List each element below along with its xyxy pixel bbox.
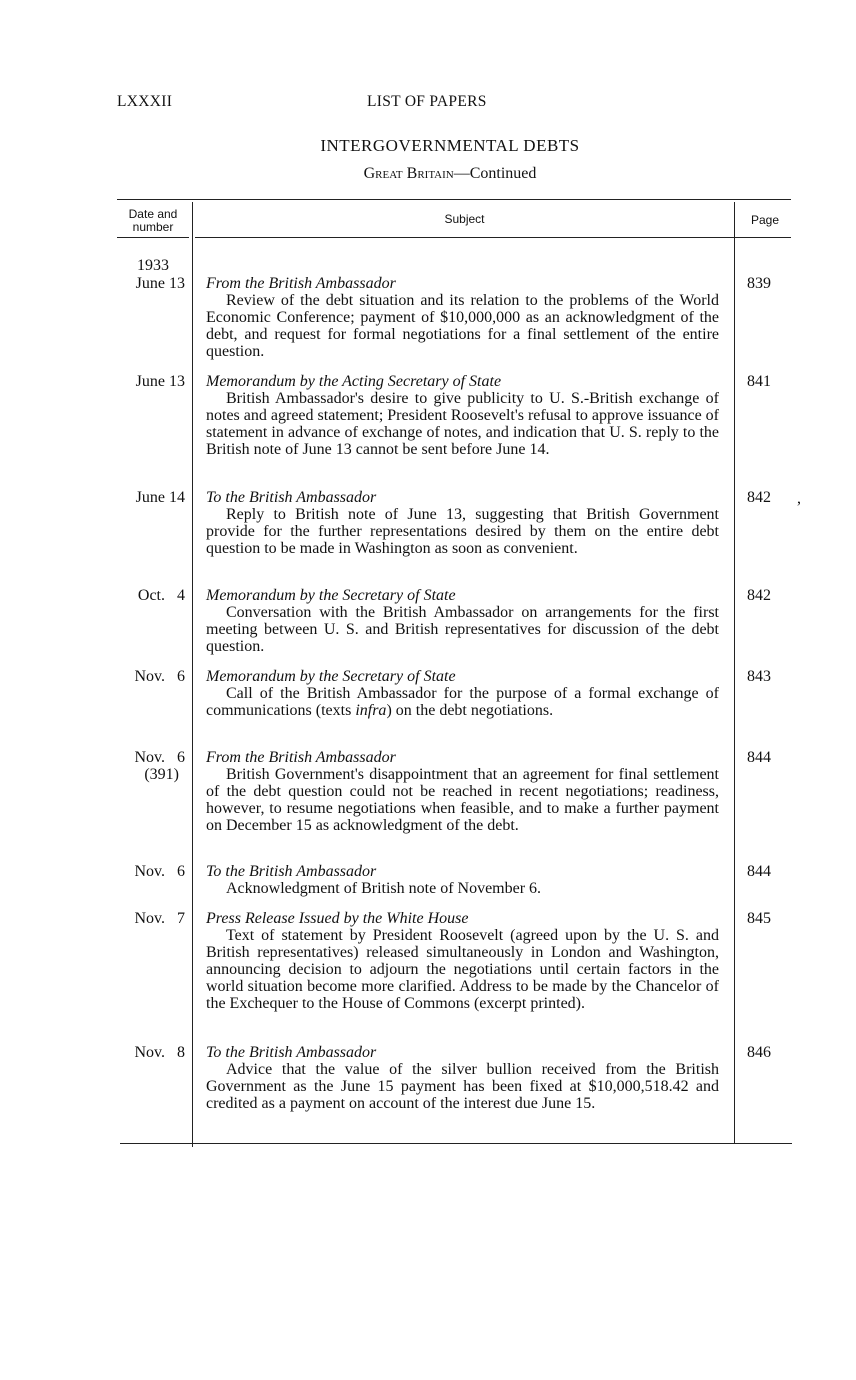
entry-body: Review of the debt situation and its relation to the problems of the World Economic Conference; payment of $10,000,000 as an acknowledgment of the debt, and request for formal negotiations for a final settlement of the entire question. [206, 292, 719, 360]
header-page: Page [750, 213, 780, 227]
entry-body: Text of statement by President Roosevelt (agreed upon by the U. S. and British representatives) released simultaneously in London and Washington, announcing decision to adjourn the negotiations until certain factors in the world situation become more clarified. Address to be made by the Chancelor of the Exchequer to the House of Commons (excerpt printed). [206, 927, 719, 1012]
entry-date: Oct. 4 [137, 587, 185, 604]
header-rule-date [117, 237, 189, 238]
entry-body [206, 685, 719, 719]
entry-subject [206, 910, 719, 1012]
running-head [117, 93, 797, 115]
entry-date: June 14 [135, 489, 185, 506]
entry-heading: To the British Ambassador [206, 863, 377, 880]
entry-page: 844 [747, 863, 771, 880]
entry-date: Nov. 6 [134, 668, 185, 685]
entry-subject [206, 1044, 719, 1112]
entry-body: Conversation with the British Ambassador on arrangements for the first meeting between U. S. and British representatives for discussion of the debt question. [206, 604, 719, 655]
entry-page: 842 [747, 489, 771, 506]
entry-page: 845 [747, 910, 771, 927]
entry-page: 844 [747, 749, 771, 766]
table-bottom-rule [120, 1143, 792, 1144]
section-subtitle-country: Great Britain [363, 165, 454, 182]
entry-heading: To the British Ambassador [206, 489, 377, 506]
entry-subject [206, 863, 719, 897]
entry-date: Nov. 6 [134, 749, 185, 766]
entry-page: 839 [747, 275, 771, 292]
entry-heading: Memorandum by the Secretary of State [206, 587, 456, 604]
entry-date: June 13 [135, 373, 185, 390]
header-rule-subject [195, 237, 735, 238]
entry-date: Nov. 6 [134, 863, 185, 880]
entry-subject [206, 373, 719, 458]
entry-body-text-end: ) on the debt negotiations. [386, 702, 554, 719]
entry-subject [206, 587, 719, 655]
running-head-title: LIST OF PAPERS [367, 93, 487, 110]
table-top-rule [117, 199, 791, 200]
column-divider-page [734, 202, 735, 1144]
entry-date: Nov. 7 [134, 910, 185, 927]
entry-page: 846 [747, 1044, 771, 1061]
entry-margin-mark: , [797, 490, 801, 507]
entry-body: Advice that the value of the silver bullion received from the British Government as the June 15 payment has been fixed at $10,000,518.42 and credited as a payment on account of the interest due June 15. [206, 1061, 719, 1112]
header-subject: Subject [444, 212, 485, 226]
entry-subject [206, 275, 719, 360]
header-rule-page [735, 237, 791, 238]
entry-body: Reply to British note of June 13, suggesting that British Government provide for the further representations desired by them on the entire debt question to be made in Washington as soon as convenient. [206, 506, 719, 557]
entry-heading: Memorandum by the Acting Secretary of State [206, 373, 502, 390]
entry-date: June 13 [135, 275, 185, 292]
entry-heading: To the British Ambassador [206, 1044, 377, 1061]
entry-subject [206, 749, 719, 834]
entry-page: 841 [747, 373, 771, 390]
page-folio: LXXXII [117, 93, 173, 110]
entry-page: 843 [747, 668, 771, 685]
column-divider-date [192, 202, 193, 1147]
year-label: 1933 [137, 257, 169, 274]
entry-heading: Press Release Issued by the White House [206, 910, 469, 927]
entry-heading: From the British Ambassador [206, 275, 396, 292]
section-subtitle-continued: —Continued [453, 165, 537, 182]
entry-body: British Ambassador's desire to give publicity to U. S.-British exchange of notes and agreed statement; President Roosevelt's refusal to approve issuance of statement in advance of exchange of notes, and indication that U. S. reply to the British note of June 13 cannot be sent before June 14. [206, 390, 719, 458]
header-date-line2: number [132, 220, 174, 234]
entry-body: British Government's disappointment that an agreement for final settlement of the debt question could not be reached in recent negotiations; readiness, however, to resume negotiations when feasible, and to make a further payment on December 15 as acknowledgment of the debt. [206, 766, 719, 834]
entry-date: Nov. 8 [134, 1044, 185, 1061]
entry-body-italic: infra [355, 702, 387, 719]
entry-page: 842 [747, 587, 771, 604]
section-title: INTERGOVERNMENTAL DEBTS [320, 136, 580, 155]
entry-heading: Memorandum by the Secretary of State [206, 668, 456, 685]
entry-heading: From the British Ambassador [206, 749, 396, 766]
entry-subject [206, 489, 719, 557]
header-date-number [117, 208, 189, 234]
header-date-line1: Date and [128, 207, 178, 221]
entry-subject [206, 668, 719, 719]
entry-number: (391) [144, 766, 179, 783]
entry-body-text: Call of the British Ambassador for the purpose of a formal exchange of communications (texts [206, 685, 719, 719]
section-subtitle [0, 165, 856, 183]
entry-body: Acknowledgment of British note of November 6. [226, 880, 542, 897]
